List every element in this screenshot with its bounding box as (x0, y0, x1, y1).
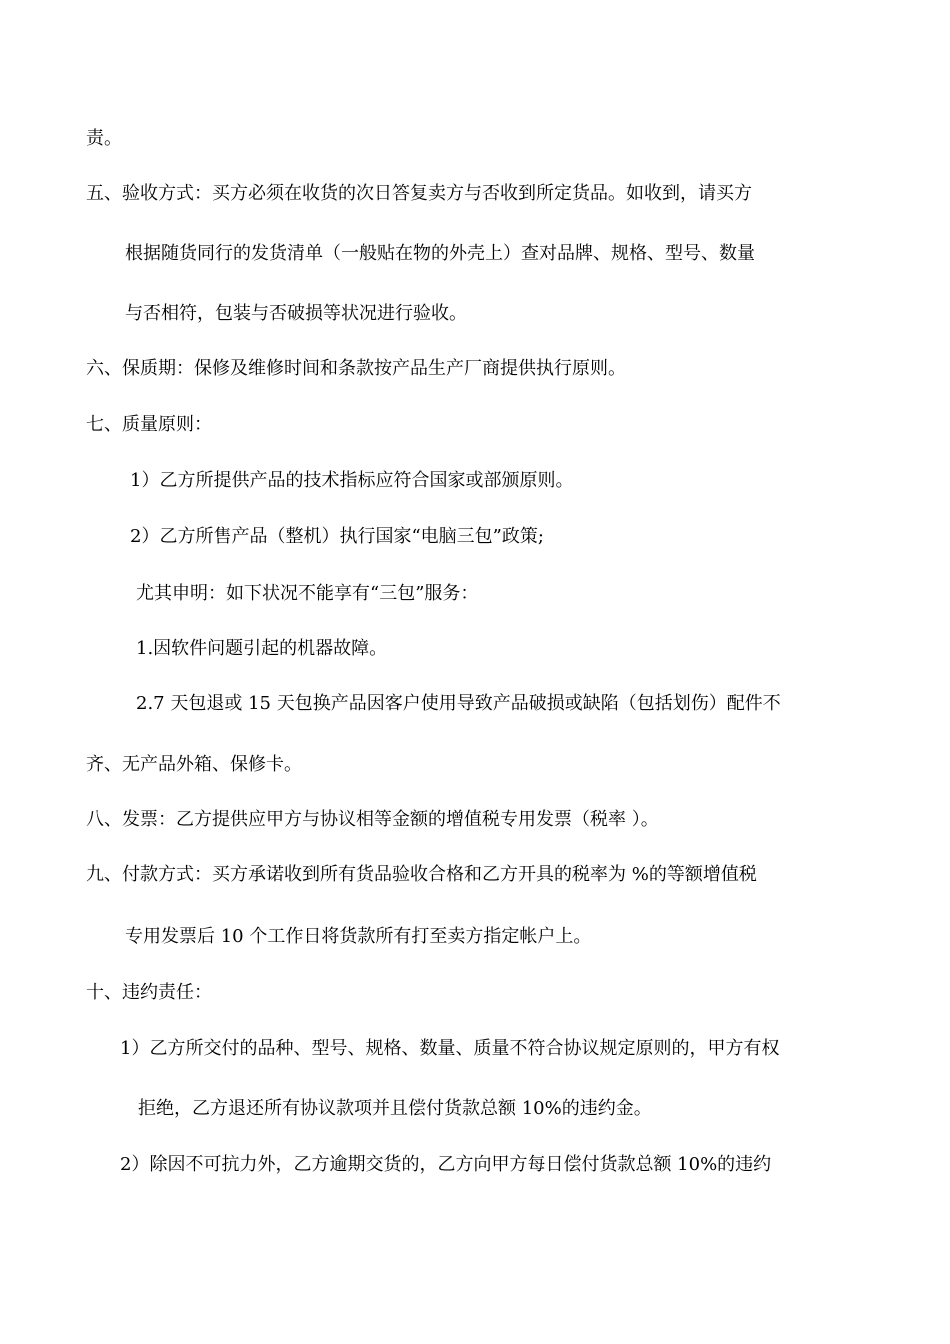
text-line-3: 根据随货同行的发货清单（一般贴在物的外壳上）查对品牌、规格、型号、数量 (125, 243, 755, 264)
section-5-title: 五、验收方式：买方必须在收货的次日答复卖方与否收到所定货品。如收到，请买方 (86, 183, 752, 204)
section-6-title: 六、保质期：保修及维修时间和条款按产品生产厂商提供执行原则。 (86, 358, 626, 379)
exception-2: 2.7 天包退或 15 天包换产品因客户使用导致产品破损或缺陷（包括划伤）配件不 (136, 693, 781, 714)
breach-item-1: 1）乙方所交付的品种、型号、规格、数量、质量不符合协议规定原则的，甲方有权 (120, 1038, 780, 1059)
breach-item-1-cont: 拒绝，乙方退还所有协议款项并且偿付货款总额 10%的违约金。 (138, 1098, 652, 1119)
special-note: 尤其申明：如下状况不能享有“三包”服务： (136, 583, 479, 604)
text-line-1: 责。 (86, 128, 122, 149)
quality-item-2: 2）乙方所售产品（整机）执行国家“电脑三包”政策; (130, 526, 544, 547)
section-10-title: 十、违约责任： (86, 982, 212, 1003)
breach-item-2: 2）除因不可抗力外，乙方逾期交货的，乙方向甲方每日偿付货款总额 10%的违约 (120, 1154, 772, 1175)
quality-item-1: 1）乙方所提供产品的技术指标应符合国家或部颁原则。 (130, 470, 574, 491)
section-8-title: 八、发票：乙方提供应甲方与协议相等金额的增值税专用发票（税率 ）。 (86, 809, 659, 830)
exception-2-cont: 齐、无产品外箱、保修卡。 (86, 754, 302, 775)
exception-1: 1.因软件问题引起的机器故障。 (136, 638, 388, 659)
section-9-title: 九、付款方式：买方承诺收到所有货品验收合格和乙方开具的税率为 %的等额增值税 (86, 864, 757, 885)
section-7-title: 七、质量原则： (86, 414, 212, 435)
text-line-15: 专用发票后 10 个工作日将货款所有打至卖方指定帐户上。 (125, 926, 592, 947)
text-line-4: 与否相符，包装与否破损等状况进行验收。 (125, 303, 467, 324)
